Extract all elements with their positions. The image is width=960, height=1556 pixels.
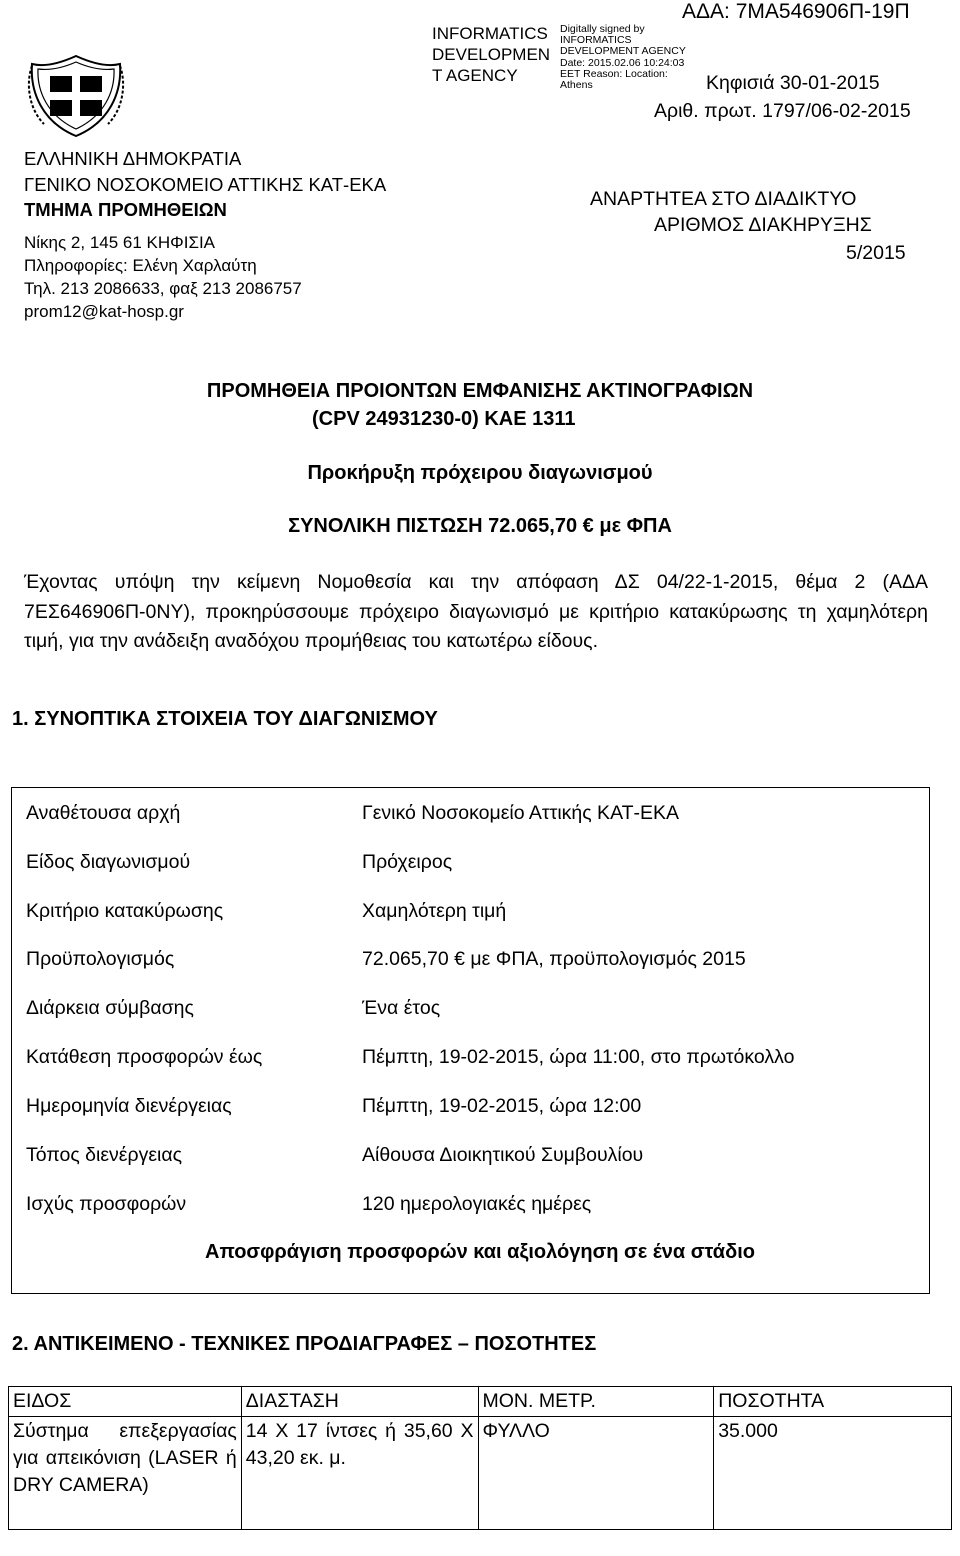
table-header-row [9,1387,952,1417]
subtitle: Προκήρυξη πρόχειρου διαγωνισμού [307,462,653,484]
republic-name: ΕΛΛΗΝΙΚΗ ΔΗΜΟΚΡΑΤΙΑ [24,148,242,169]
summary-label: Προϋπολογισμός [26,948,175,970]
contact-info: Πληροφορίες: Ελένη Χαρλαύτη [24,256,257,275]
summary-value: 72.065,70 € με ΦΠΑ, προϋπολογισμός 2015 [362,948,746,970]
evaluation-note: Αποσφράγιση προσφορών και αξιολόγηση σε ένα στάδιο [205,1241,755,1263]
signature-organization: INFORMATICS DEVELOPMEN T AGENCY [432,24,551,85]
address: Νίκης 2, 145 61 ΚΗΦΙΣΙΑ [24,233,216,252]
summary-label: Διάρκεια σύμβασης [26,997,194,1019]
greek-emblem-icon [24,52,128,140]
title-line1: ΠΡΟΜΗΘΕΙΑ ΠΡΟΙΟΝΤΩΝ ΕΜΦΑΝΙΣΗΣ ΑΚΤΙΝΟΓΡΑΦΙΩΝ [206,380,754,402]
item-quantity: 35.000 [714,1417,952,1530]
summary-label: Τόπος διενέργειας [26,1144,183,1166]
item-dimension: 14 X 17 ίντσες ή 35,60 X 43,20 εκ. μ. [241,1417,478,1530]
summary-value: Χαμηλότερη τιμή [362,900,507,922]
summary-value: Γενικό Νοσοκομείο Αττικής ΚΑΤ-ΕΚΑ [362,802,680,824]
ada-number: ΑΔΑ: 7ΜΑ546906Π-19Π [682,0,910,23]
column-header: ΕΙΔΟΣ [9,1387,242,1417]
items-table [8,1386,952,1530]
department-name: ΤΜΗΜΑ ΠΡΟΜΗΘΕΙΩΝ [24,199,227,220]
summary-label: Αναθέτουσα αρχή [26,802,181,824]
posting-notice: ΑΝΑΡΤΗΤΕΑ ΣΤΟ ΔΙΑΔΙΚΤΥΟ [590,188,857,210]
summary-value: Πέμπτη, 19-02-2015, ώρα 11:00, στο πρωτόκολλο [362,1046,795,1068]
summary-value: Ένα έτος [362,997,441,1019]
summary-value: Αίθουσα Διοικητικού Συμβουλίου [362,1144,644,1166]
summary-value: Πέμπτη, 19-02-2015, ώρα 12:00 [362,1095,642,1117]
summary-label: Κατάθεση προσφορών έως [26,1046,263,1068]
title-line2: (CPV 24931230-0) ΚΑΕ 1311 [312,408,576,430]
total-budget: ΣΥΝΟΛΙΚΗ ΠΙΣΤΩΣΗ 72.065,70 € με ΦΠΑ [288,515,672,537]
summary-label: Ισχύς προσφορών [26,1193,187,1215]
place-date: Κηφισιά 30-01-2015 [706,72,880,94]
column-header: ΠΟΣΟΤΗΤΑ [714,1387,952,1417]
column-header: ΔΙΑΣΤΑΣΗ [241,1387,478,1417]
item-unit: ΦΥΛΛΟ [478,1417,714,1530]
hospital-name: ΓΕΝΙΚΟ ΝΟΣΟΚΟΜΕΙΟ ΑΤΤΙΚΗΣ ΚΑΤ-ΕΚΑ [24,174,387,195]
protocol-number: Αριθ. πρωτ. 1797/06-02-2015 [654,100,911,122]
summary-value: 120 ημερολογιακές ημέρες [362,1193,592,1215]
signature-details: Digitally signed by INFORMATICS DEVELOPMENT AGENCY Date: 2015.02.06 10:24:03 EET Reason: Location: Athens [560,23,686,92]
section1-heading: 1. ΣΥΝΟΠΤΙΚΑ ΣΤΟΙΧΕΙΑ ΤΟΥ ΔΙΑΓΩΝΙΣΜΟΥ [12,708,438,730]
summary-label: Είδος διαγωνισμού [26,851,191,873]
declaration-number-label: ΑΡΙΘΜΟΣ ΔΙΑΚΗΡΥΞΗΣ [654,214,872,236]
email-address: prom12@kat-hosp.gr [24,302,184,321]
column-header: ΜΟΝ. ΜΕΤΡ. [478,1387,714,1417]
declaration-number: 5/2015 [846,242,906,264]
intro-paragraph: Έχοντας υπόψη την κείμενη Νομοθεσία και την απόφαση ΔΣ 04/22-1-2015, θέμα 2 (ΑΔΑ 7ΕΣ646906Π-0ΝΥ), προκηρύσσουμε πρόχειρο διαγωνισμό με κριτήριο κατακύρωσης τη χαμηλότερη τιμή, για την ανάδειξη αναδόχου προμήθειας του κατωτέρω είδους. [24,571,928,652]
item-description: Σύστημα επεξεργασίας για απεικόνιση (LASER ή DRY CAMERA) [9,1417,242,1530]
summary-value: Πρόχειρος [362,851,453,873]
phone-fax: Τηλ. 213 2086633, φαξ 213 2086757 [24,279,302,298]
summary-label: Κριτήριο κατακύρωσης [26,900,224,922]
section2-heading: 2. ΑΝΤΙΚΕΙΜΕΝΟ - ΤΕΧΝΙΚΕΣ ΠΡΟΔΙΑΓΡΑΦΕΣ – ΠΟΣΟΤΗΤΕΣ [12,1333,597,1355]
summary-label: Ημερομηνία διενέργειας [26,1095,232,1117]
table-row [9,1417,952,1530]
